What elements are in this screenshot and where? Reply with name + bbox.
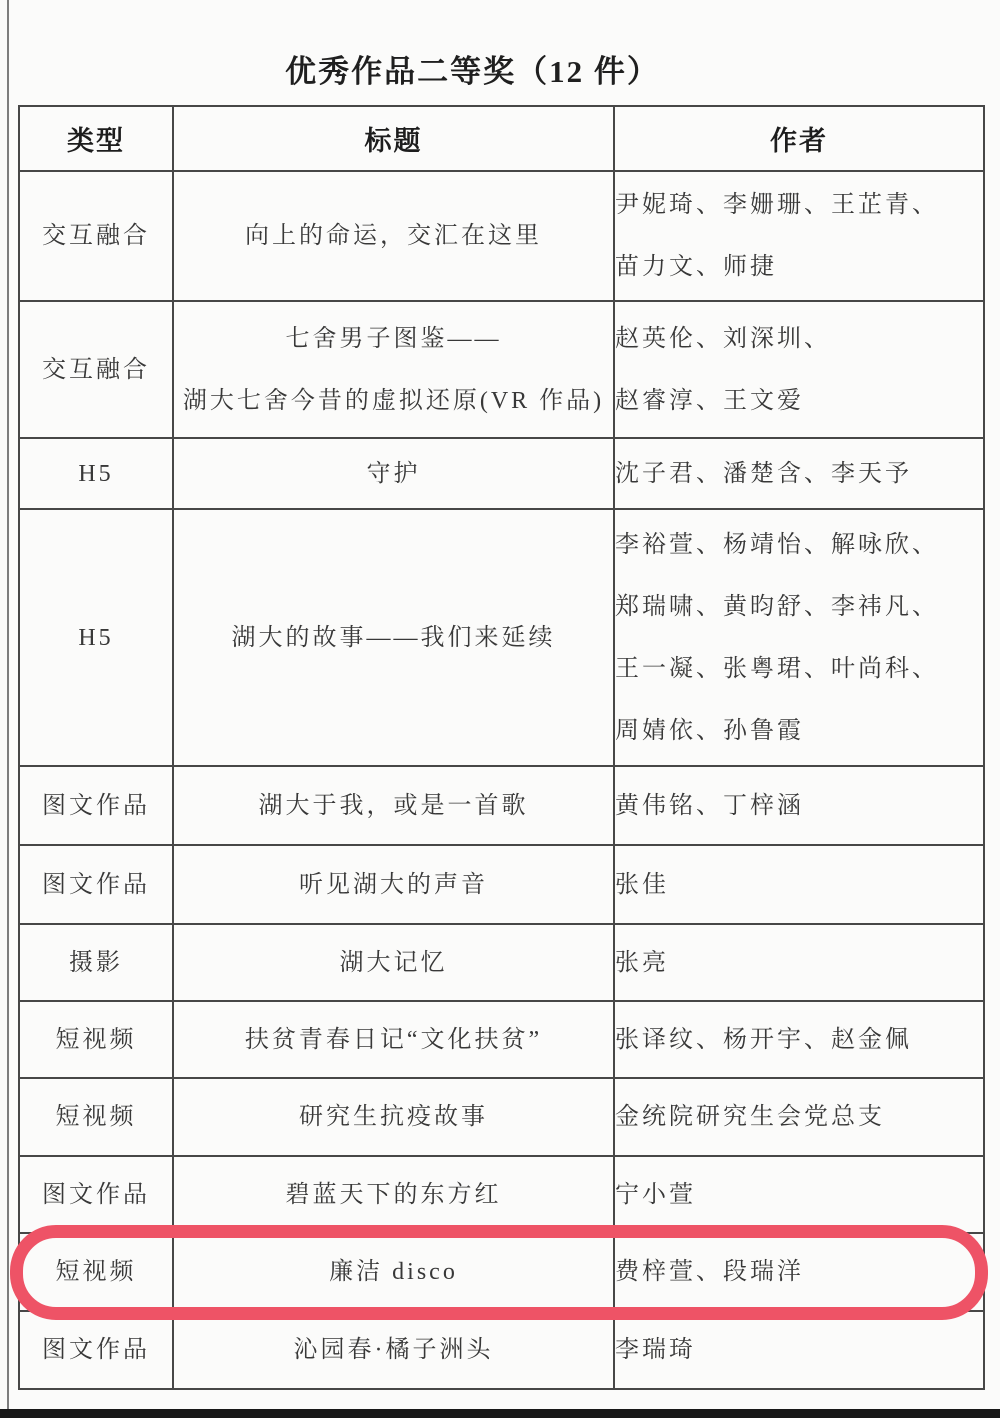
row-author-cell <box>614 1156 984 1233</box>
row-title-cell <box>173 1001 614 1078</box>
cell-line: 摄影 <box>69 949 123 976</box>
row-title-cell <box>173 766 614 845</box>
cell-line: 短视频 <box>55 1026 137 1053</box>
row-type-cell <box>19 301 173 438</box>
page-title: 优秀作品二等奖（12 件） <box>285 54 660 89</box>
row-author-cell <box>614 1078 984 1156</box>
cell-line: 图文作品 <box>42 1337 150 1363</box>
cell-line: 苗力文、师捷 <box>615 254 777 280</box>
row-type-cell <box>19 1311 173 1389</box>
row-type-cell <box>19 1001 173 1078</box>
header-type: 类型 <box>19 106 173 171</box>
cell-line: 费梓萱、段瑞洋 <box>615 1259 804 1285</box>
cell-line: 守护 <box>366 460 421 487</box>
cell-line: 金统院研究生会党总支 <box>615 1104 885 1130</box>
cell-line: 碧蓝天下的东方红 <box>285 1181 502 1208</box>
row-type-cell <box>19 1078 173 1156</box>
table-row <box>19 1156 984 1233</box>
row-author-cell <box>614 301 984 438</box>
table-row <box>19 845 984 924</box>
cell-line: 沁园春·橘子洲头 <box>293 1337 494 1363</box>
table-row <box>19 1233 984 1311</box>
cell-line: 七舍男子图鉴—— <box>285 325 502 352</box>
row-title-cell <box>173 438 614 509</box>
cell-line: 短视频 <box>55 1104 137 1130</box>
cell-line: 廉洁 disco <box>329 1259 458 1285</box>
header-title: 标题 <box>173 106 614 171</box>
cell-line: 图文作品 <box>42 792 150 819</box>
row-title-cell <box>173 1311 614 1389</box>
row-author-cell <box>614 438 984 509</box>
table-row <box>19 924 984 1001</box>
row-author-cell <box>614 1001 984 1078</box>
row-author-cell <box>614 509 984 766</box>
row-title-cell <box>173 924 614 1001</box>
cell-line: 李裕萱、杨靖怡、解咏欣、 <box>615 531 939 558</box>
row-author-cell <box>614 845 984 924</box>
row-title-cell <box>173 301 614 438</box>
row-title-cell <box>173 171 614 301</box>
row-author-cell <box>614 1311 984 1389</box>
awards-table-header <box>19 106 984 171</box>
cell-line: 听见湖大的声音 <box>299 871 488 898</box>
cell-line: 张佳 <box>615 871 669 898</box>
cell-line: 李瑞琦 <box>615 1337 696 1363</box>
row-title-cell <box>173 1078 614 1156</box>
row-type-cell <box>19 924 173 1001</box>
awards-table <box>18 105 985 1390</box>
cell-line: 湖大记忆 <box>339 949 448 976</box>
cell-line: 图文作品 <box>42 1181 150 1208</box>
table-row <box>19 766 984 845</box>
table-row <box>19 1311 984 1389</box>
cell-line: H5 <box>78 460 114 487</box>
cell-line: 王一凝、张粤珺、叶尚科、 <box>615 655 939 682</box>
row-title-cell <box>173 1233 614 1311</box>
cell-line: 湖大七舍今昔的虚拟还原(VR 作品) <box>182 387 605 414</box>
row-type-cell <box>19 438 173 509</box>
row-author-cell <box>614 1233 984 1311</box>
cell-line: 交互融合 <box>42 356 150 383</box>
header-author: 作者 <box>614 106 984 171</box>
header-row <box>19 106 984 171</box>
cell-line: 张亮 <box>615 949 669 976</box>
table-row <box>19 509 984 766</box>
cell-line: 郑瑞啸、黄昀舒、李祎凡、 <box>615 593 939 620</box>
row-author-cell <box>614 924 984 1001</box>
cell-line: 湖大的故事——我们来延续 <box>231 624 556 651</box>
cell-line: 宁小萱 <box>615 1181 696 1208</box>
cell-line: H5 <box>78 624 114 651</box>
row-type-cell <box>19 766 173 845</box>
table-row <box>19 171 984 301</box>
cell-line: 赵睿淳、王文爱 <box>615 387 804 414</box>
cell-line: 赵英伦、刘深圳、 <box>615 325 831 352</box>
row-title-cell <box>173 845 614 924</box>
table-row <box>19 438 984 509</box>
table-row <box>19 1078 984 1156</box>
cell-line: 周婧依、孙鲁霞 <box>615 717 804 744</box>
row-type-cell <box>19 509 173 766</box>
row-type-cell <box>19 1233 173 1311</box>
cell-line: 短视频 <box>55 1259 137 1285</box>
cell-line: 黄伟铭、丁梓涵 <box>615 792 804 819</box>
cell-line: 湖大于我，或是一首歌 <box>258 792 529 819</box>
row-type-cell <box>19 171 173 301</box>
cell-line: 图文作品 <box>42 871 150 898</box>
cell-line: 扶贫青春日记“文化扶贫” <box>244 1026 543 1053</box>
table-row <box>19 1001 984 1078</box>
row-author-cell <box>614 171 984 301</box>
row-author-cell <box>614 766 984 845</box>
cell-line: 张译纹、杨开宇、赵金佩 <box>615 1026 912 1053</box>
row-title-cell <box>173 1156 614 1233</box>
bottom-edge-bar <box>0 1409 1000 1418</box>
page-edge-line <box>7 0 9 1418</box>
row-title-cell <box>173 509 614 766</box>
cell-line: 沈子君、潘楚含、李天予 <box>615 460 912 487</box>
cell-line: 交互融合 <box>42 223 150 249</box>
cell-line: 研究生抗疫故事 <box>299 1104 488 1130</box>
cell-line: 尹妮琦、李姗珊、王芷青、 <box>615 192 939 218</box>
row-type-cell <box>19 845 173 924</box>
awards-table-body <box>19 171 984 1389</box>
cell-line: 向上的命运，交汇在这里 <box>245 223 542 249</box>
table-row <box>19 301 984 438</box>
row-type-cell <box>19 1156 173 1233</box>
